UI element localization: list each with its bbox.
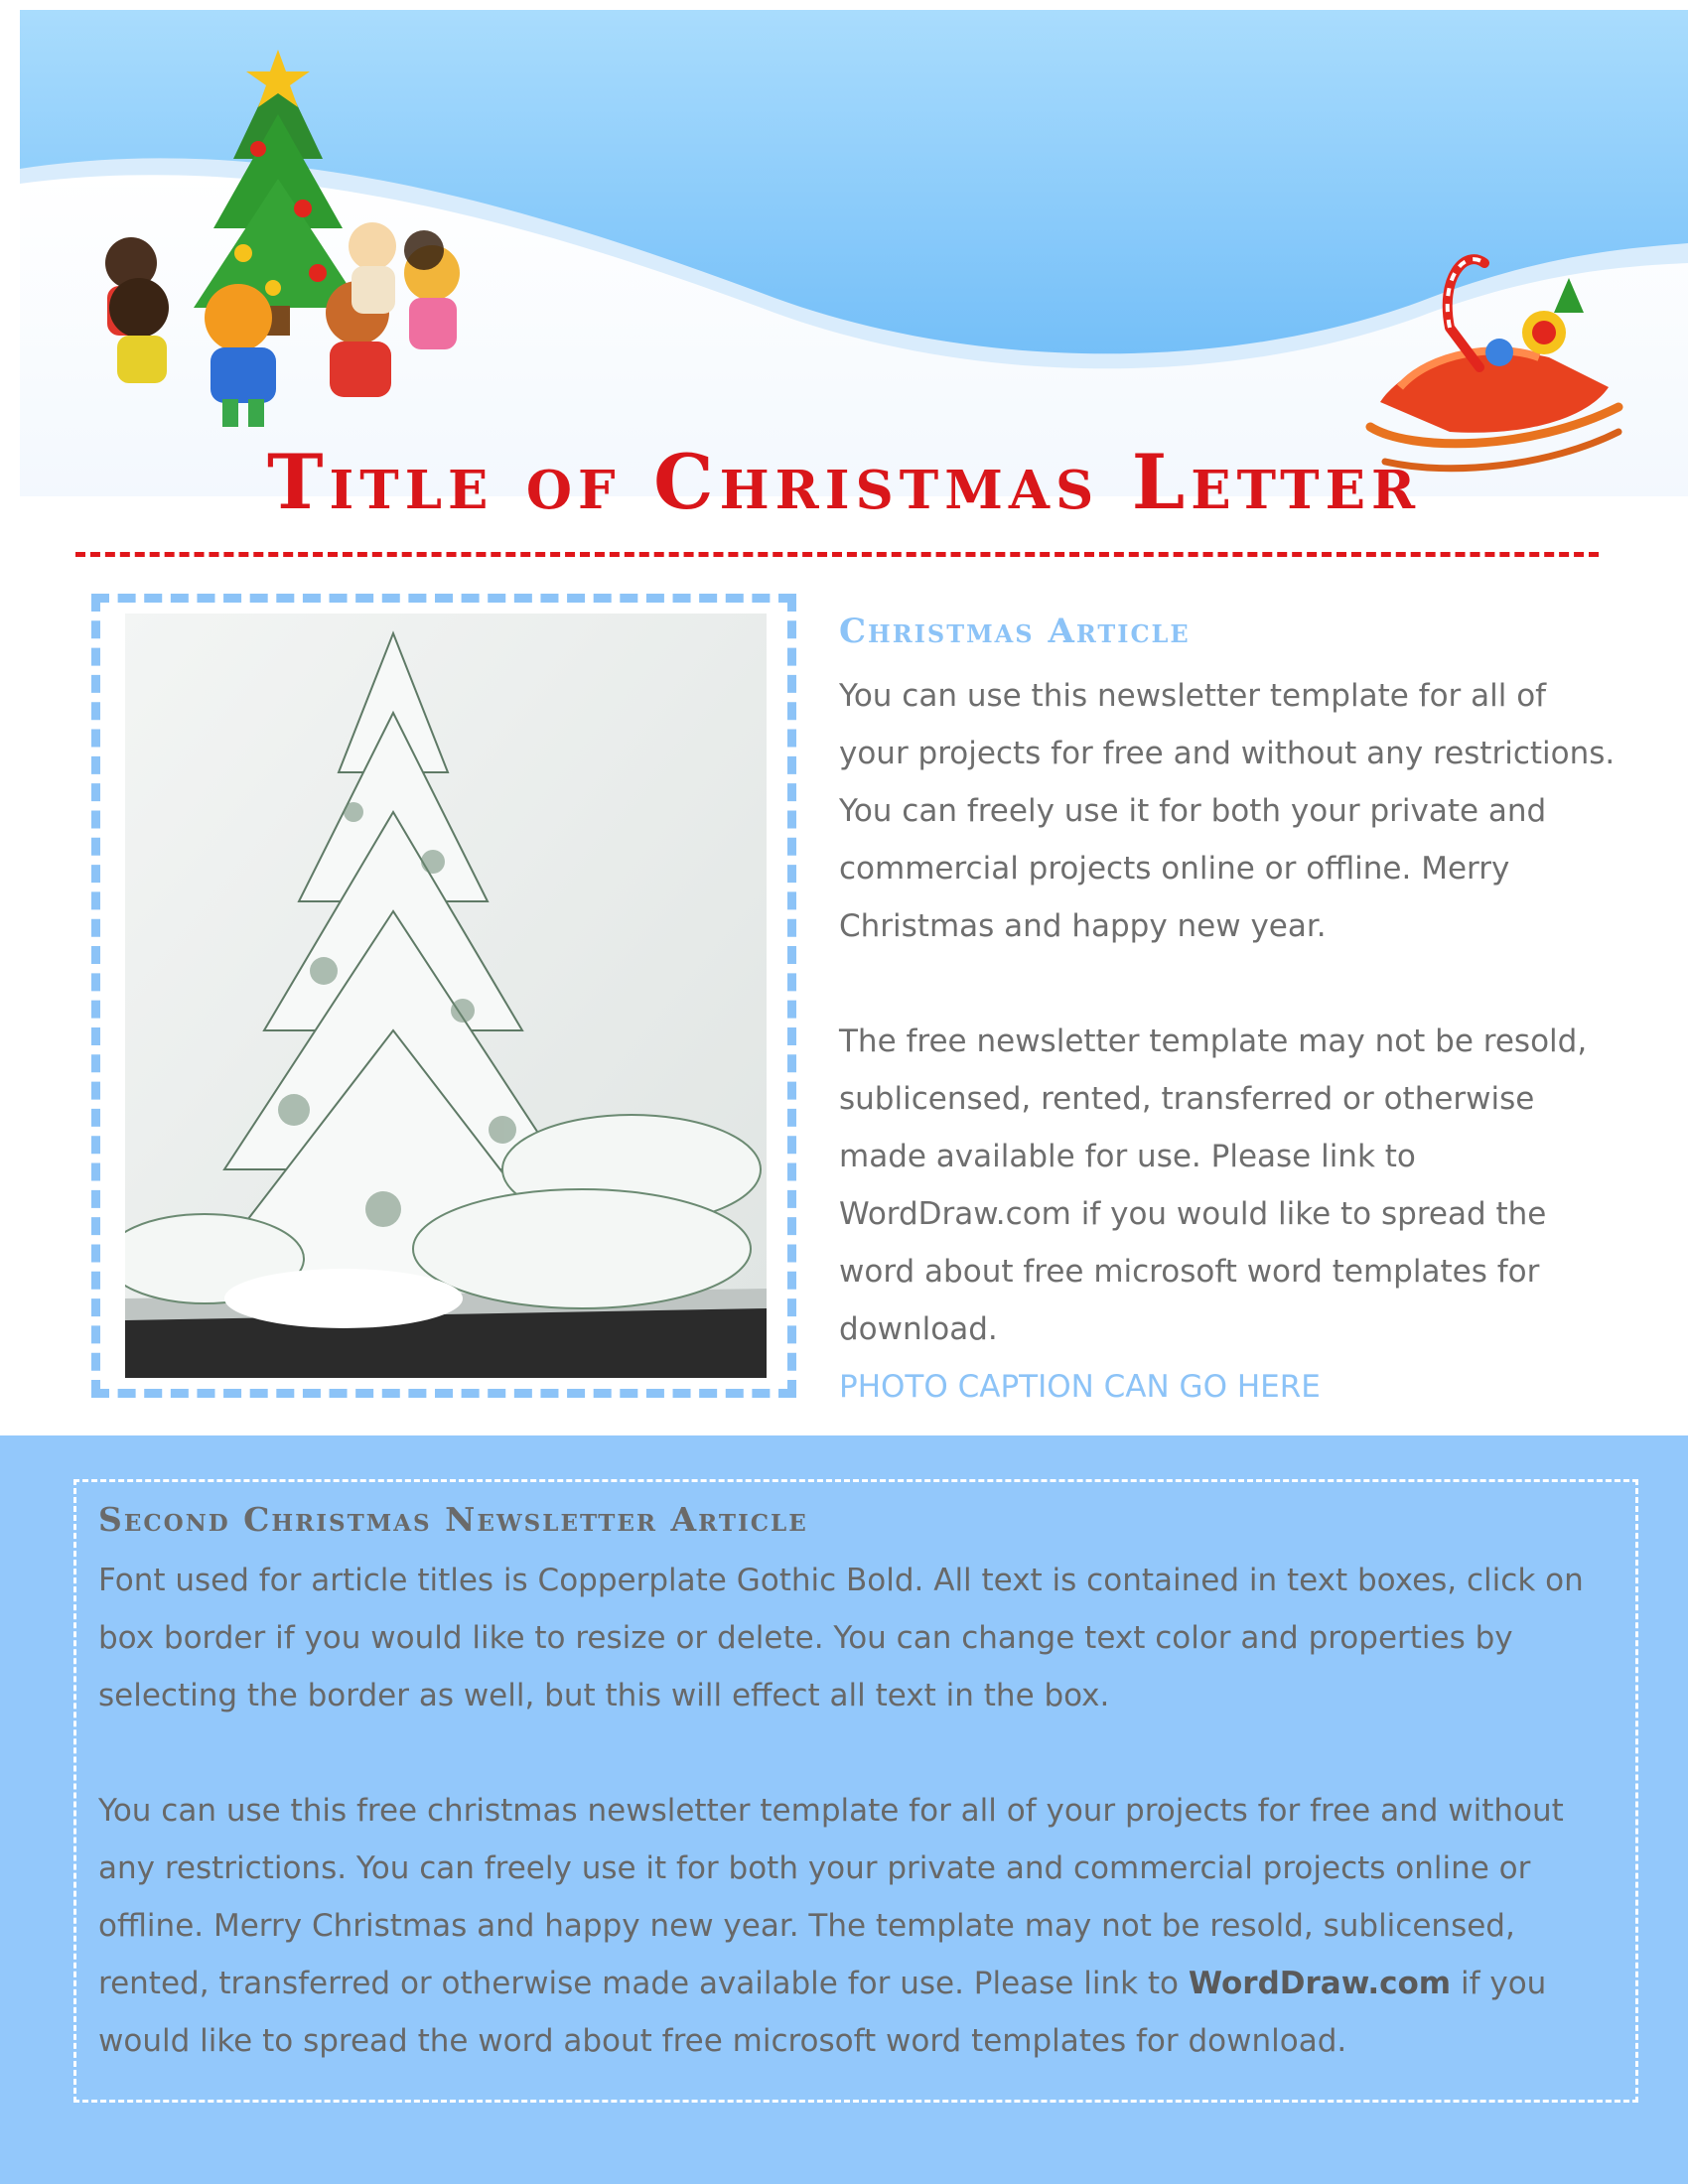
title-divider xyxy=(75,552,1599,557)
second-article-section xyxy=(0,1435,1688,2184)
paragraph-text-after-link: if you would like to spread the word about free microsoft word templates for download. xyxy=(98,1966,1547,2059)
worddraw-link[interactable]: WordDraw.com xyxy=(1188,1966,1452,2001)
second-article-paragraph-1: Font used for article titles is Copperplate Gothic Bold. All text is contained in text boxes, click on box border if you would like to resize or delete. You can change text color and properties by selecting the border as well, but this will effect all text in the box. xyxy=(98,1563,1584,1713)
second-article-paragraph-2 xyxy=(98,1782,1619,2070)
article-paragraph-1: You can use this newsletter template for all of your projects for free and without any restrictions. You can freely use it for both your private and commercial projects online or offline. Merry Christmas and happy new year. xyxy=(839,678,1616,944)
christmas-article xyxy=(839,608,1623,1416)
article-heading: Christmas Article xyxy=(839,612,1191,651)
article-paragraph-2: The free newsletter template may not be resold, sublicensed, rented, transferred or otherwise made available for use. Please link to WordDraw.com if you would like to spread the word about free microsoft word templates for download. xyxy=(839,1024,1588,1347)
paragraph-text-before-link: You can use this free christmas newsletter template for all of your projects for free and without any restrictions. You can freely use it for both your private and commercial projects online or offline. Merry Christmas and happy new year. The template may not be resold, sublicensed, rented, transferred or otherwise made available for use. Please link to xyxy=(98,1793,1564,2001)
photo-caption: PHOTO CAPTION CAN GO HERE xyxy=(839,1369,1321,1405)
winter-landscape-illustration xyxy=(20,10,1688,496)
second-article-heading: Second Christmas Newsletter Article xyxy=(98,1500,808,1539)
header-banner xyxy=(20,10,1688,496)
second-article-textbox[interactable] xyxy=(73,1479,1638,2103)
snowy-tree-photo xyxy=(125,614,767,1378)
newsletter-title: Title of Christmas Letter xyxy=(266,438,1422,526)
snow-covered-tree-image xyxy=(125,614,767,1378)
